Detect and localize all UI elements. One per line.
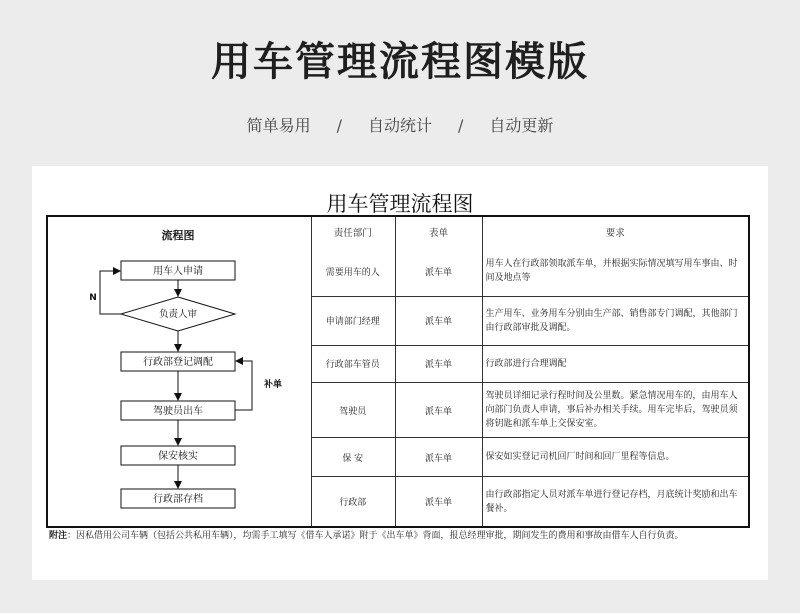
table-row (311, 477, 748, 526)
feature-tagline (0, 113, 800, 136)
footnote-label: 附注 (49, 531, 68, 541)
col-form-header: 表单 (395, 217, 482, 247)
form-cell: 派车单 (395, 438, 482, 477)
document-sheet (32, 166, 768, 580)
step-archive: 行政部存档 (153, 494, 203, 505)
form-cell: 派车单 (395, 296, 482, 345)
arrow-reject-loop (100, 271, 121, 314)
req-cell: 由行政部指定人员对派车单进行登记存档，月底统计奖励和出车餐补。 (482, 477, 748, 526)
step-drive: 驾驶员出车 (153, 406, 203, 417)
req-cell: 用车人在行政部领取派车单，并根据实际情况填写用车事由、时间及地点等 (482, 247, 748, 296)
dept-cell: 申请部门经理 (311, 296, 395, 345)
form-cell: 派车单 (395, 477, 482, 526)
req-cell: 生产用车、业务用车分别由生产部、销售部专门调配，其他部门由行政部审批及调配。 (482, 296, 748, 345)
no-branch-label: N (89, 293, 97, 303)
footnote-text: ：因私借用公司车辆（包括公共私用车辆），均需手工填写《借车人承诺》附于《出车单》背面，报总经理审批，期间发生的费用和事故由借车人自行负责。 (67, 531, 684, 541)
table-header-row (311, 217, 748, 247)
flowchart-panel (48, 217, 312, 526)
tag-separator: / (458, 116, 464, 135)
req-cell: 保安如实登记司机回厂时间和回厂里程等信息。 (482, 438, 748, 477)
table-row (311, 438, 748, 477)
step-security: 保安核实 (158, 451, 198, 462)
flow-table-frame (46, 215, 750, 528)
dept-cell: 行政部 (311, 477, 395, 526)
flowchart (48, 217, 311, 526)
page-title: 用车管理流程图模版 (211, 39, 589, 85)
table-row (311, 247, 748, 296)
col-dept-header: 责任部门 (311, 217, 395, 247)
dept-cell: 行政部车管员 (311, 345, 395, 382)
tag-easy: 简单易用 (246, 116, 311, 135)
form-cell: 派车单 (395, 382, 482, 437)
req-cell: 驾驶员详细记录行程时间及公里数。紧急情况用车的，由用车人向部门负责人申请，事后补办相关手续。用车完毕后，驾驶员须将钥匙和派车单上交保安室。 (482, 382, 748, 437)
req-cell: 行政部进行合理调配 (482, 345, 748, 382)
flowchart-heading: 流程图 (161, 229, 195, 242)
form-cell: 派车单 (395, 247, 482, 296)
table-row (311, 382, 748, 437)
supplement-label: 补单 (263, 380, 283, 390)
step-apply: 用车人申请 (153, 266, 203, 277)
dept-cell: 驾驶员 (311, 382, 395, 437)
tag-auto-update: 自动更新 (489, 116, 554, 135)
form-cell: 派车单 (395, 345, 482, 382)
tag-auto-stats: 自动统计 (367, 116, 432, 135)
footnote (49, 530, 755, 543)
dept-cell: 需要用车的人 (311, 247, 395, 296)
table-row (311, 296, 748, 345)
step-dispatch: 行政部登记调配 (143, 357, 213, 368)
tag-separator: / (336, 116, 342, 135)
step-approve: 负责人审 (158, 309, 198, 320)
responsibility-table (311, 217, 748, 526)
arrow-supplement-loop (235, 361, 252, 410)
table-row (311, 345, 748, 382)
document-title: 用车管理流程图 (326, 192, 474, 216)
dept-cell: 保 安 (311, 438, 395, 477)
col-req-header: 要求 (482, 217, 748, 247)
